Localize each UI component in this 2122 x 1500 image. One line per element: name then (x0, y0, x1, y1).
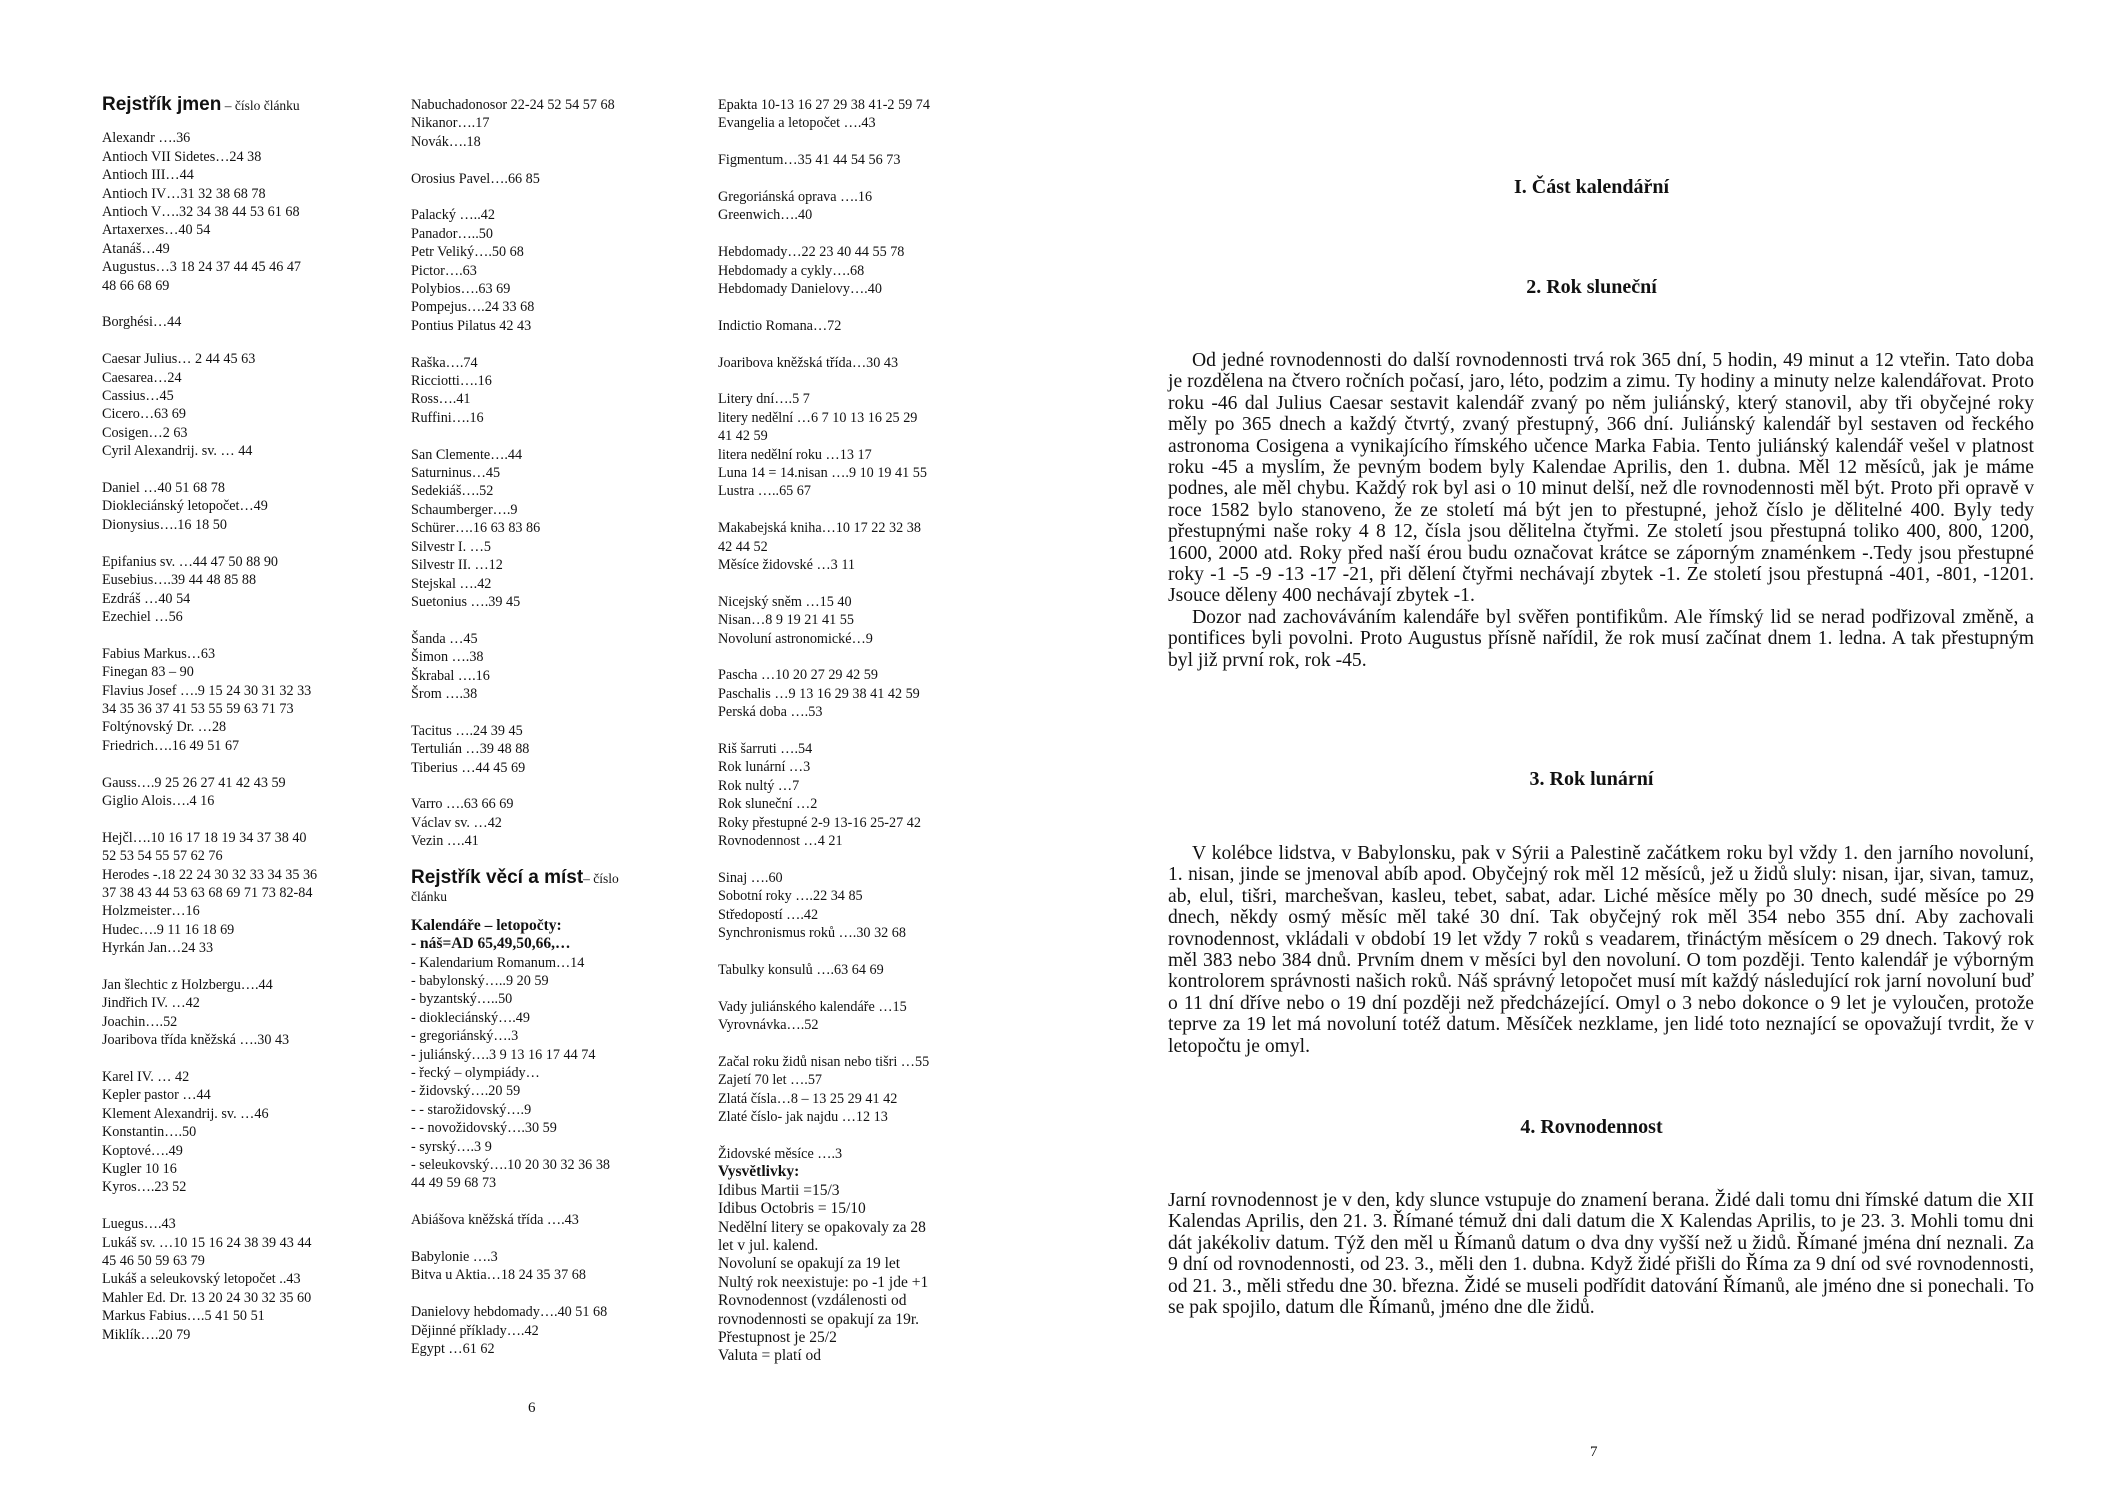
index-entry: Caesar Julius… 2 44 45 63 (102, 351, 256, 368)
paragraph: Jarní rovnodennost je v den, kdy slunce vstupuje do znamení berana. Židé dali tomu dni římské datum die XII Kalendas Aprilis, den 21. 3. Římané témuž dni dali datum die X Kalendas Aprilis, to je 23. 3. Mohli tomu dni dát jakékoliv datum. Týž den měl u Římanů datum o dva dny vyšší než u židů. Římané jména dní neznali. Za 9 dní od rovnodennosti, od 23. 3., měli den 1. dubna. Když židé přišli do Říma za 9 dní od své rovnodennosti, od 21. 3., měli středu dne 30. března. Židé se museli podřídit datování Římanů, ale jméno dne si ponechali. To se pak spojilo, datum dle Římanů, jméno dne dle židů. (1168, 1190, 2034, 1319)
index-entry: Tabulky konsulů ….63 64 69 (718, 961, 884, 978)
section-text-equinox (1168, 1190, 2034, 1318)
index-letter-group (102, 313, 392, 331)
index-entry: Polybios….63 69 (411, 281, 511, 298)
index-entry: Kyros….23 52 (102, 1179, 187, 1196)
index-entry: Saturninus…45 (411, 465, 501, 482)
index-letter-group (102, 774, 392, 811)
index-letter-group (102, 976, 392, 1050)
index-entry: Panador…..50 (411, 225, 493, 242)
index-column-2 (411, 96, 711, 1377)
index-letter-group (718, 151, 1038, 169)
index-entry: Lukáš a seleukovský letopočet ..43 (102, 1271, 301, 1288)
calendars-heading: Kalendáře – letopočty: (411, 916, 562, 934)
index-entry: Pompejus….24 33 68 (411, 299, 535, 316)
index-entry: Riš šarruti ….54 (718, 741, 813, 758)
index-entry: Hudec….9 11 16 18 69 (102, 921, 235, 938)
index-entry: Konstantin….50 (102, 1124, 197, 1141)
index-entry: Gauss….9 25 26 27 41 42 43 59 (102, 774, 286, 791)
index-letter-group (718, 354, 1038, 372)
index-entry: - řecký – olympiády… (411, 1065, 540, 1081)
index-entry: Epifanius sv. …44 47 50 88 90 (102, 553, 279, 570)
index-entry: Ricciotti….16 (411, 373, 492, 390)
index-entry: Joachin….52 (102, 1013, 178, 1030)
index-letter-group (411, 206, 711, 335)
index-entry: Schürer….16 63 83 86 (411, 520, 541, 537)
index-entry: Idibus Octobris = 15/10 (718, 1200, 866, 1218)
index-entry: Foltýnovský Dr. …28 (102, 719, 227, 736)
index-entry: litery nedělní …6 7 10 13 16 25 29 (718, 409, 918, 426)
index-entry: Vady juliánského kalendáře …15 (718, 998, 907, 1015)
index-entry: Ezechiel …56 (102, 608, 183, 625)
index-entry: Novoluní astronomické…9 (718, 630, 873, 647)
index-entry: Lukáš sv. …10 15 16 24 38 39 43 44 (102, 1234, 312, 1251)
index-letter-group (102, 1068, 392, 1197)
index-entry: Pontius Pilatus 42 43 (411, 317, 532, 334)
index-entry: Litery dní….5 7 (718, 391, 810, 408)
index-entry: Tertulián …39 48 88 (411, 741, 530, 758)
index-entry: Nicejský sněm …15 40 (718, 593, 852, 610)
page-number-left: 6 (528, 1400, 536, 1416)
index-letter-group (411, 170, 711, 188)
index-letter-group (718, 666, 1038, 721)
index-letter-group (718, 317, 1038, 335)
index-entry: Židovské měsíce ….3 (718, 1145, 843, 1162)
index-entry: Roky přestupné 2-9 13-16 25-27 42 (718, 814, 921, 831)
index-entry: Figmentum…35 41 44 54 56 73 (718, 152, 901, 169)
index-entry: Danielovy hebdomady….40 51 68 (411, 1304, 608, 1321)
index-entry: Kugler 10 16 (102, 1161, 177, 1178)
index-entry: Rovnodennost (vzdálenosti od (718, 1292, 907, 1310)
index-entry: Epakta 10-13 16 27 29 38 41-2 59 74 (718, 97, 930, 113)
index-entry: - syrský….3 9 (411, 1138, 492, 1155)
index-entry: Greenwich….40 (718, 207, 813, 224)
index-entry: Středopostí ….42 (718, 906, 819, 923)
index-entry: Palacký …..42 (411, 207, 495, 224)
index-entry: Synchronismus roků ….30 32 68 (718, 925, 906, 942)
index-entry: Nikanor….17 (411, 115, 490, 132)
index-entry: Varro ….63 66 69 (411, 796, 514, 813)
index-entry: 34 35 36 37 41 53 55 59 63 71 73 (102, 700, 294, 717)
index-entry: Silvestr I. …5 (411, 538, 491, 555)
index-entry: Augustus…3 18 24 37 44 45 46 47 (102, 259, 302, 276)
index-entry: Cicero…63 69 (102, 406, 186, 423)
index-letter-group (718, 96, 1038, 133)
index-entry: Borghési…44 (102, 314, 182, 331)
index-entry: Perská doba ….53 (718, 704, 823, 721)
index-entry: Orosius Pavel….66 85 (411, 170, 540, 187)
things-index-title-suffix-2: článku (411, 889, 447, 905)
jewish-months-entry (718, 1145, 1038, 1163)
paragraph: V kolébce lidstva, v Babylonsku, pak v Sýrii a Palestině začátkem roku byl vždy 1. den jarního novoluní, 1. nisan, jinde se jmenoval abíb apod. Obyčejný rok měl 12 měsíců, jež u židů sluly: nisan, ijar, sivan, tamuz, ab, elul, tišri, marchešvan, kasleu, tebet, sabat, adar. Liché měsíce měly po 30 dnech, sudé měsíce po 29 dnech, někdy osmý měsíc měl také 30 dní. Tak obyčejný rok měl 354 nebo 355 dní. Aby zachovali rovnodennost, vkládali v období 19 let vždy 7 roků s veadarem, třináctým měsícem o 29 dnech. Takový rok měl 383 nebo 384 dnů. Prvním dnem v měsíci byl den novoluní. O tom později. Tento kalendář je výborným kontrolorem správnosti našich roků. Náš správný letopočet musí mít každý následující rok jarní novoluní buď o 11 dní dříve nebo o 19 dní později než předcházející. Omyl o 3 nebo dokonce o 9 let je vyloučen, protože teprve za 19 let má novoluní totéž datum. Měsíček nezklame, jen lidé toto neznající se opovažují tvrdit, že v letopočtu je omyl. (1168, 843, 2034, 1057)
index-entry: San Clemente….44 (411, 446, 523, 463)
index-entry: Ruffini….16 (411, 409, 484, 426)
index-entry: rovnodennosti se opakují za 19r. (718, 1310, 920, 1328)
names-index-title: Rejstřík jmen (102, 94, 222, 115)
index-entry: Vezin ….41 (411, 833, 479, 850)
index-entry: Tiberius …44 45 69 (411, 759, 526, 776)
index-entry: Sedekiáš….52 (411, 483, 494, 500)
index-entry: let v jul. kalend. (718, 1236, 819, 1254)
index-entry: Eusebius….39 44 48 85 88 (102, 572, 257, 589)
index-entry: Caesarea…24 (102, 369, 182, 386)
index-letter-group (718, 188, 1038, 225)
index-entry: Flavius Josef ….9 15 24 30 31 32 33 (102, 682, 312, 699)
index-letter-group (718, 1053, 1038, 1127)
index-entry: Dějinné příklady….42 (411, 1322, 539, 1339)
index-entry: Giglio Alois….4 16 (102, 792, 215, 809)
index-letter-group (411, 354, 711, 428)
index-entry: Diokleciánský letopočet…49 (102, 498, 268, 515)
index-letter-group (718, 869, 1038, 943)
index-entry: Antioch IV…31 32 38 68 78 (102, 185, 266, 202)
index-entry: Atanáš…49 (102, 240, 170, 257)
index-entry: 41 42 59 (718, 428, 768, 445)
index-entry: Hejčl….10 16 17 18 19 34 37 38 40 (102, 829, 307, 846)
index-entry: Ezdráš …40 54 (102, 590, 191, 607)
index-entry: Valuta = platí od (718, 1347, 822, 1365)
index-entry: Suetonius ….39 45 (411, 593, 521, 610)
index-entry: Abiášova kněžská třída ….43 (411, 1212, 579, 1229)
index-entry: Bitva u Aktia…18 24 35 37 68 (411, 1267, 586, 1284)
index-entry: Evangelia a letopočet ….43 (718, 115, 876, 132)
index-letter-group (718, 998, 1038, 1035)
index-entry: litera nedělní roku …13 17 (718, 446, 872, 463)
index-letter-group (718, 740, 1038, 850)
index-entry: Raška….74 (411, 354, 478, 371)
index-entry: Šimon ….38 (411, 649, 484, 666)
index-entry: Stejskal ….42 (411, 575, 492, 592)
index-entry: Rok nultý …7 (718, 777, 800, 794)
paragraph: Od jedné rovnodennosti do další rovnodennosti trvá rok 365 dní, 5 hodin, 49 minut a 12 vteřin. Tato doba je rozdělena na čtvero ročních počasí, jaro, léto, podzim a zimu. Ty hodiny a minuty nelze kalendářovat. Proto roku -46 dal Julius Caesar sestavit kalendář zvaný po něm juliánský, který stanovil, aby tři obyčejné roky měly po 365 dnech a každý čtvrtý, zvaný přestupný, 366 dní. Juliánský kalendář byl sestaven od řeckého astronoma Cosigena a vynikajícího římského učence Marka Fabia. Tento juliánský kalendář vešel v platnost roku -45 a myslím, že pevným bodem byly Kalendae Aprilis, den 1. dubna. Měl 12 měsíců, jak je máme podnes, ale měl chybu. Každý rok byl asi o 10 minut delší, než dle rovnodennosti měl být. Proto při opravě v roce 1582 bylo stanoveno, že ze století má být jen to přestupné, jehož číslo je dělitelné 400. Byly tedy přestupnými naše roky 4 8 12, čísla jsou dělitelna čtyřmi. Ze století jsou přestupná toliko 400, 800, 1200, 1600, 2000 atd. Roky před naší érou budu označovat krátce se záporným znaménkem -.Tedy jsou přestupné roky -1 -5 -9 -13 -17 -21, při dělení čtyřmi nechávají zbytek -1. Ze století jsou přestupná -401, -801, -1201. Jsouce děleny 400 nechávají zbytek -1. (1168, 350, 2034, 607)
index-entry: Nabuchadonosor 22-24 52 54 57 68 (411, 97, 615, 113)
index-entry: Lustra …..65 67 (718, 483, 811, 500)
index-letter-group (718, 519, 1038, 574)
index-entry: Koptové….49 (102, 1142, 183, 1159)
index-entry: Kepler pastor …44 (102, 1087, 211, 1104)
things-index-entries-continued (718, 96, 1038, 1127)
index-letter-group (718, 593, 1038, 648)
index-entry: Antioch V….32 34 38 44 53 61 68 (102, 204, 300, 221)
index-entry: Egypt …61 62 (411, 1341, 495, 1358)
index-letter-group (411, 96, 711, 151)
index-entry: Hebdomady Danielovy….40 (718, 281, 882, 298)
index-letter-group (411, 795, 711, 850)
index-entry: Tacitus ….24 39 45 (411, 722, 523, 739)
index-entry: Indictio Romana…72 (718, 317, 842, 334)
index-entry: Herodes -.18 22 24 30 32 33 34 35 36 (102, 866, 318, 883)
index-entry: Jindřich IV. …42 (102, 995, 200, 1012)
index-letter-group (411, 1303, 711, 1358)
index-entry: Daniel …40 51 68 78 (102, 480, 225, 497)
index-entry: Vyrovnávka….52 (718, 1017, 819, 1034)
names-index-entries (102, 129, 392, 1344)
index-entry: Artaxerxes…40 54 (102, 222, 211, 239)
names-index-title-suffix: – číslo článku (221, 98, 300, 113)
index-entry: Miklík….20 79 (102, 1326, 191, 1343)
index-entry: Antioch VII Sidetes…24 38 (102, 148, 262, 165)
index-entry: - juliánský….3 9 13 16 17 44 74 (411, 1046, 596, 1063)
index-entry: 37 38 43 44 53 63 68 69 71 73 82-84 (102, 884, 313, 901)
index-entry: Finegan 83 – 90 (102, 664, 194, 681)
index-entry: Zlatá čísla…8 – 13 25 29 41 42 (718, 1090, 898, 1107)
index-entry: 42 44 52 (718, 538, 768, 555)
index-entry: Antioch III…44 (102, 167, 194, 184)
calendars-list (411, 954, 711, 1193)
index-entry: Schaumberger….9 (411, 501, 518, 518)
index-column-1 (102, 96, 392, 1362)
index-entry: Pictor….63 (411, 262, 477, 279)
index-entry: - babylonský…..9 20 59 (411, 972, 549, 989)
index-entry: Luna 14 = 14.nisan ….9 10 19 41 55 (718, 465, 927, 482)
index-entry: Babylonie ….3 (411, 1249, 498, 1266)
index-entry: Luegus….43 (102, 1216, 176, 1233)
index-entry: Nedělní litery se opakovaly za 28 (718, 1218, 926, 1236)
index-entry: Rok sluneční …2 (718, 796, 818, 813)
index-letter-group (102, 553, 392, 627)
index-entry: Friedrich….16 49 51 67 (102, 737, 240, 754)
index-entry: Pascha …10 20 27 29 42 59 (718, 667, 878, 684)
page-number-right: 7 (1590, 1444, 1598, 1460)
index-entry: - diokleciánský….49 (411, 1009, 530, 1026)
index-entry: Cosigen…2 63 (102, 424, 188, 441)
index-entry: Ross….41 (411, 391, 471, 408)
index-entry: Šrom ….38 (411, 685, 478, 702)
index-entry: Joaribova třída kněžská ….30 43 (102, 1032, 290, 1049)
index-entry: Škrabal ….16 (411, 667, 490, 684)
index-letter-group (718, 243, 1038, 298)
index-entry: Alexandr ….36 (102, 130, 191, 147)
index-letter-group (718, 390, 1038, 500)
index-entry: Přestupnost je 25/2 (718, 1328, 837, 1346)
index-entry: - Kalendarium Romanum…14 (411, 954, 585, 971)
index-entry: Fabius Markus…63 (102, 645, 216, 662)
index-entry: Silvestr II. …12 (411, 557, 503, 574)
index-entry: 45 46 50 59 63 79 (102, 1253, 205, 1270)
index-letter-group (102, 129, 392, 295)
part-title: I. Část kalendářní (1513, 176, 1670, 198)
index-entry: - byzantský…..50 (411, 991, 513, 1008)
index-letter-group (718, 961, 1038, 979)
index-letter-group (411, 722, 711, 777)
things-index-entries (411, 1211, 711, 1358)
index-entry: Dionysius….16 18 50 (102, 516, 227, 533)
index-entry: Gregoriánská oprava ….16 (718, 189, 873, 205)
index-letter-group (102, 350, 392, 460)
things-index-heading (411, 866, 711, 907)
index-entry: Novoluní se opakují za 19 let (718, 1255, 901, 1273)
index-entry: Petr Veliký….50 68 (411, 244, 524, 261)
index-entry: Václav sv. …42 (411, 814, 502, 831)
index-entry: - židovský….20 59 (411, 1083, 521, 1100)
index-entry: Klement Alexandrij. sv. …46 (102, 1105, 269, 1122)
index-entry: Nultý rok neexistuje: po -1 jde +1 (718, 1273, 929, 1291)
index-letter-group (102, 1215, 392, 1344)
index-entry: - seleukovský….10 20 30 32 36 38 (411, 1157, 611, 1174)
index-entry: Holzmeister…16 (102, 903, 200, 920)
index-entry: Idibus Martii =15/3 (718, 1181, 840, 1199)
index-entry: Nisan…8 9 19 21 41 55 (718, 612, 854, 629)
index-entry: Hebdomady a cykly….68 (718, 262, 865, 279)
things-index-title-suffix: – číslo (583, 870, 619, 886)
index-entry: Karel IV. … 42 (102, 1068, 190, 1085)
section-heading-equinox: 4. Rovnodennost (1520, 1116, 1663, 1138)
index-entry: Cassius…45 (102, 388, 174, 405)
calendars-group (411, 917, 711, 1193)
section-text-solar-year (1168, 350, 2034, 671)
index-entry: Měsíce židovské …3 11 (718, 557, 855, 574)
index-entry: Sobotní roky ….22 34 85 (718, 888, 863, 905)
index-entry: Mahler Ed. Dr. 13 20 24 30 32 35 60 (102, 1289, 312, 1306)
index-letter-group (102, 829, 392, 958)
index-entry: Rovnodennost …4 21 (718, 833, 843, 850)
section-heading-lunar-year: 3. Rok lunární (1529, 768, 1654, 790)
index-entry: Cyril Alexandrij. sv. … 44 (102, 443, 253, 460)
index-entry: Joaribova kněžská třída…30 43 (718, 354, 899, 371)
index-entry: 44 49 59 68 73 (411, 1175, 497, 1192)
index-entry: Markus Fabius….5 41 50 51 (102, 1308, 265, 1325)
index-letter-group (102, 645, 392, 755)
index-entry: Začal roku židů nisan nebo tišri …55 (718, 1053, 930, 1070)
index-letter-group (411, 1211, 711, 1229)
index-entry: - gregoriánský….3 (411, 1028, 519, 1045)
index-entry: Hebdomady…22 23 40 44 55 78 (718, 244, 905, 261)
index-letter-group (411, 1248, 711, 1285)
paragraph: Dozor nad zachováváním kalendáře byl svěřen pontifikům. Ale římský lid se nerad podřizoval změně, a pontifices byli povolni. Proto Augustus přísně nařídil, že rok musí začínat dnem 1. ledna. A tak přestupným byl již první rok, rok -45. (1168, 606, 2034, 671)
index-entry: Rok lunární …3 (718, 759, 811, 776)
names-index-entries-continued (411, 96, 711, 851)
index-entry: - - starožidovský….9 (411, 1101, 532, 1118)
last-entries-and-notes (718, 1145, 1038, 1366)
section-text-lunar-year (1168, 843, 2034, 1057)
notes-list (718, 1182, 1038, 1366)
index-entry: Jan šlechtic z Holzbergu….44 (102, 976, 273, 993)
index-letter-group (411, 446, 711, 612)
right-page (1061, 0, 2122, 1500)
index-entry: Zlaté číslo- jak najdu …12 13 (718, 1109, 888, 1126)
index-entry: Zajetí 70 let ….57 (718, 1072, 823, 1089)
index-entry: Paschalis …9 13 16 29 38 41 42 59 (718, 685, 920, 702)
index-entry: Novák….18 (411, 133, 481, 150)
index-entry: 52 53 54 55 57 62 76 (102, 848, 223, 865)
index-entry: 48 66 68 69 (102, 277, 170, 294)
index-letter-group (411, 630, 711, 704)
index-entry: Sinaj ….60 (718, 869, 783, 886)
index-entry: - - novožidovský….30 59 (411, 1120, 557, 1137)
index-entry: Šanda …45 (411, 630, 478, 647)
names-index-heading (102, 96, 392, 115)
index-column-3 (718, 96, 1038, 1384)
notes-heading: Vysvětlivky: (718, 1163, 800, 1181)
things-index-title: Rejstřík věcí a míst (411, 866, 584, 888)
section-heading-solar-year: 2. Rok sluneční (1526, 276, 1657, 298)
index-letter-group (102, 479, 392, 534)
index-entry: Hyrkán Jan…24 33 (102, 940, 214, 957)
calendars-sub: - náš=AD 65,49,50,66,… (411, 935, 571, 953)
index-entry: Makabejská kniha…10 17 22 32 38 (718, 520, 921, 537)
